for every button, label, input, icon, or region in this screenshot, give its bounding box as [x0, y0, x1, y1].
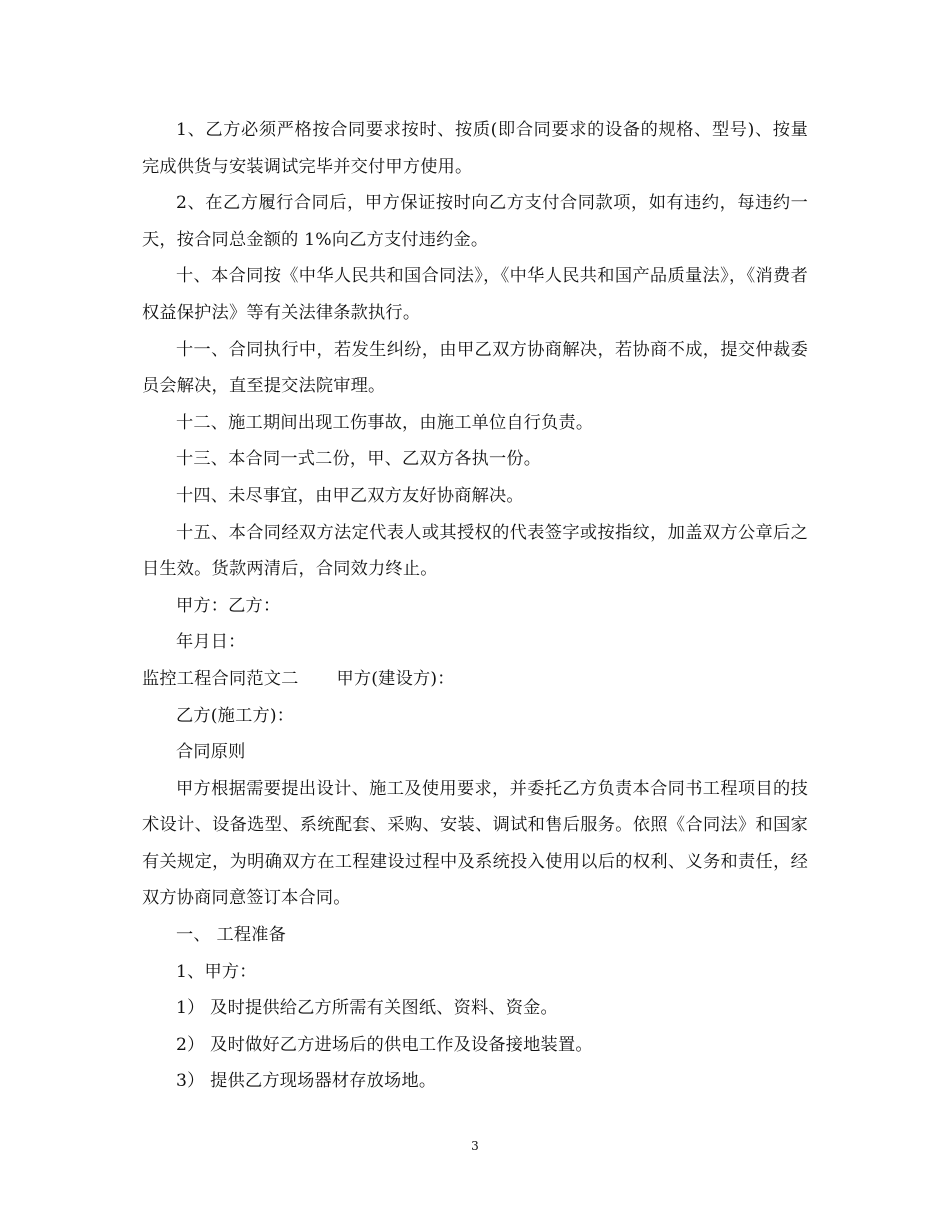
party-b-label: 乙方(施工方)：: [176, 705, 295, 726]
duty-item-3: 3） 提供乙方现场器材存放场地。: [176, 1071, 437, 1092]
contract-principle-text: 甲方根据需要提出设计、施工及使用要求，并委托乙方负责本合同书工程项目的技术设计、设备选型、系统配套、采购、安装、调试和售后服务。依照《合同法》和国家有关规定，为明确双方在工程建设过程中及系统投入使用以后的权利、义务和责任，经双方协商同意签订本合同。: [142, 778, 808, 909]
party-a-label: 甲方(建设方)：: [336, 668, 455, 689]
contract-principle-heading: 合同原则: [176, 742, 246, 763]
document-body: [142, 112, 808, 1100]
clause-1: 1、乙方必须严格按合同要求按时、按质(即合同要求的设备的规格、型号)、按量完成供货与安装调试完毕并交付甲方使用。: [142, 120, 808, 177]
clause-10: 十、本合同按《中华人民共和国合同法》，《中华人民共和国产品质量法》，《消费者权益保护法》等有关法律条款执行。: [142, 266, 808, 323]
section-title: 监控工程合同范文二: [142, 668, 299, 689]
duty-item-2: 2） 及时做好乙方进场后的供电工作及设备接地装置。: [176, 1034, 593, 1055]
signature-parties: 甲方：乙方：: [176, 595, 281, 616]
clause-14: 十四、未尽事宜，由甲乙双方友好协商解决。: [176, 485, 524, 506]
clause-11: 十一、合同执行中，若发生纠纷，由甲乙双方协商解决，若协商不成，提交仲裁委员会解决，直至提交法院审理。: [142, 339, 808, 397]
party-a-duties-heading: 1、甲方：: [176, 961, 257, 982]
section-title-line: [142, 661, 808, 698]
project-preparation-heading: 一、 工程准备: [176, 925, 286, 946]
clause-12: 十二、施工期间出现工伤事故，由施工单位自行负责。: [176, 412, 594, 433]
signature-date: 年月日：: [176, 632, 246, 653]
clause-2: 2、在乙方履行合同后，甲方保证按时向乙方支付合同款项，如有违约，每违约一天，按合同总金额的 1%向乙方支付违约金。: [142, 193, 808, 250]
clause-13: 十三、本合同一式二份，甲、乙双方各执一份。: [176, 449, 542, 470]
clause-15: 十五、本合同经双方法定代表人或其授权的代表签字或按指纹，加盖双方公章后之日生效。货款两清后，合同效力终止。: [142, 522, 808, 580]
duty-item-1: 1） 及时提供给乙方所需有关图纸、资料、资金。: [176, 998, 558, 1019]
page-number: 3: [471, 1139, 479, 1153]
